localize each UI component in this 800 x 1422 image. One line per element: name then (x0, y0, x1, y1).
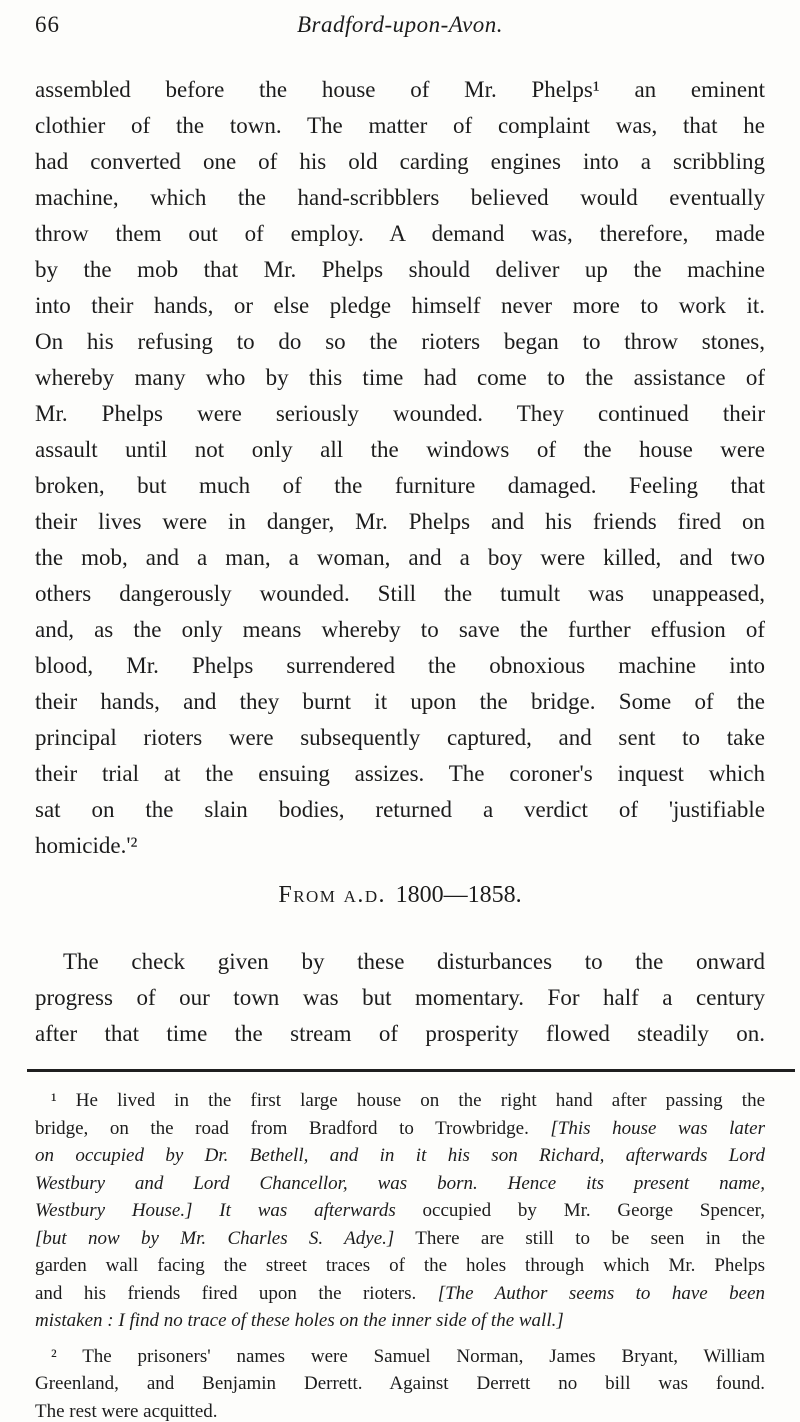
text-line (35, 144, 765, 180)
section-heading-years: 1800—1858. (395, 882, 522, 908)
text-segment: blood, Mr. Phelps surrendered the obnoxious machine into (35, 653, 765, 678)
text-line (35, 756, 765, 792)
text-segment: their lives were in danger, Mr. Phelps and his friends fired on (35, 509, 765, 534)
page-header (35, 10, 765, 44)
text-segment: had converted one of his old carding engines into a scribbling (35, 149, 765, 174)
text-segment: whereby many who by this time had come to the assistance of (35, 365, 765, 390)
text-segment: Mr. Phelps were seriously wounded. They continued their (35, 401, 765, 426)
text-segment: There are still to be seen in the (394, 1227, 765, 1249)
text-segment: bridge, on the road from Bradford to Trowbridge. (35, 1117, 551, 1139)
section-heading-prefix: From a.d. (278, 882, 386, 908)
italic-text-segment: [This house was later (550, 1117, 765, 1139)
text-line (35, 828, 765, 864)
text-line (35, 72, 765, 108)
footnotes (35, 1087, 765, 1422)
text-line (35, 1197, 765, 1225)
text-segment: assault until not only all the windows of the house were (35, 437, 765, 462)
text-line (35, 108, 765, 144)
text-segment: into their hands, or else pledge himself never more to work it. (35, 293, 765, 318)
text-segment: others dangerously wounded. Still the tumult was unappeased, (35, 581, 765, 606)
footnote-divider (27, 1069, 795, 1072)
italic-text-segment: [but now by Mr. Charles S. Adye.] (35, 1227, 395, 1249)
text-line (35, 792, 765, 828)
text-line (35, 504, 765, 540)
footnote-area (35, 1069, 765, 1422)
text-segment: assembled before the house of Mr. Phelps¹ an eminent (35, 77, 765, 102)
text-segment: The rest were acquitted. (35, 1400, 218, 1422)
text-line (35, 1087, 765, 1115)
page-body (35, 72, 765, 1052)
text-line (35, 1016, 765, 1052)
text-line (35, 1142, 765, 1170)
text-segment: homicide.'² (35, 833, 138, 858)
text-segment: The check given by these disturbances to the onward (63, 949, 765, 974)
text-segment: machine, which the hand-scribblers believed would eventually (35, 185, 765, 210)
text-segment: sat on the slain bodies, returned a verdict of 'justifiable (35, 797, 765, 822)
text-line (35, 648, 765, 684)
text-segment: by the mob that Mr. Phelps should deliver up the machine (35, 257, 765, 282)
text-segment: after that time the stream of prosperity flowed steadily on. (35, 1021, 765, 1046)
text-segment: garden wall facing the street traces of the holes through which Mr. Phelps (35, 1255, 765, 1276)
text-line (35, 468, 765, 504)
text-segment: broken, but much of the furniture damaged. Feeling that (35, 473, 765, 498)
text-segment: principal rioters were subsequently captured, and sent to take (35, 725, 765, 750)
text-segment: throw them out of employ. A demand was, therefore, made (35, 221, 765, 246)
running-title: Bradford-upon-Avon. (296, 12, 504, 37)
text-line (35, 1370, 765, 1398)
page-number: 66 (35, 12, 60, 37)
section-heading (35, 880, 765, 910)
text-line (35, 540, 765, 576)
text-segment: Greenland, and Benjamin Derrett. Against Derrett no bill was found. (35, 1373, 765, 1394)
text-line (35, 720, 765, 756)
paragraph-onward-progress (35, 944, 765, 1052)
text-line (35, 944, 765, 980)
text-segment: and his friends fired upon the rioters. (35, 1282, 438, 1304)
text-segment: progress of our town was but momentary. For half a century (35, 985, 765, 1010)
text-line (35, 1252, 765, 1280)
text-line (35, 432, 765, 468)
footnote-1 (35, 1087, 765, 1335)
text-segment: ¹ He lived in the first large house on the right hand after passing the (51, 1090, 765, 1111)
text-line (35, 396, 765, 432)
text-line (35, 1115, 765, 1143)
text-line (35, 216, 765, 252)
text-line (35, 1225, 765, 1253)
text-line (35, 180, 765, 216)
text-segment: occupied by Mr. George Spencer, (395, 1200, 765, 1221)
text-line (35, 1170, 765, 1198)
text-segment: ² The prisoners' names were Samuel Norman, James Bryant, William (51, 1345, 765, 1367)
text-line (35, 288, 765, 324)
paragraph-riot-account (35, 72, 765, 864)
text-segment: and, as the only means whereby to save the further effusion of (35, 617, 765, 642)
text-line (35, 980, 765, 1016)
text-line (35, 612, 765, 648)
italic-text-segment: [The Author seems to have been (437, 1282, 765, 1304)
text-segment: the mob, and a man, a woman, and a boy were killed, and two (35, 545, 765, 570)
italic-text-segment: Westbury House.] It was afterwards (35, 1200, 396, 1221)
italic-text-segment: on occupied by Dr. Bethell, and in it his son Richard, afterwards Lord (35, 1145, 765, 1166)
text-segment: their hands, and they burnt it upon the bridge. Some of the (35, 689, 765, 714)
italic-text-segment: mistaken : I find no trace of these holes on the inner side of the wall.] (35, 1310, 564, 1331)
text-line (35, 576, 765, 612)
text-line (35, 1343, 765, 1371)
text-line (35, 1307, 765, 1335)
text-line (35, 1280, 765, 1308)
text-line (35, 324, 765, 360)
text-line (35, 684, 765, 720)
text-line (35, 252, 765, 288)
text-line (35, 1398, 765, 1422)
italic-text-segment: Westbury and Lord Chancellor, was born. Hence its present name, (35, 1172, 765, 1194)
footnote-2 (35, 1343, 765, 1422)
text-segment: their trial at the ensuing assizes. The coroner's inquest which (35, 761, 765, 786)
text-segment: clothier of the town. The matter of complaint was, that he (35, 113, 765, 138)
text-line (35, 360, 765, 396)
text-segment: On his refusing to do so the rioters began to throw stones, (35, 329, 765, 354)
